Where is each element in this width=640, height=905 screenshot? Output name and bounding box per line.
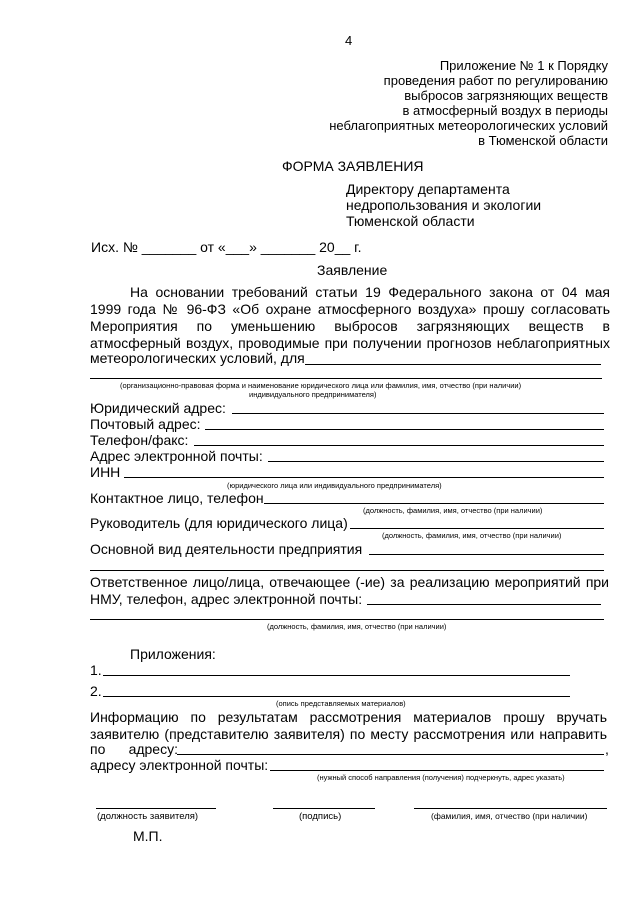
main-activity-field[interactable]: [90, 570, 604, 571]
email-label: Адрес электронной почты:: [90, 448, 263, 464]
head-label: Руководитель (для юридического лица): [90, 515, 348, 531]
outgoing-number: Исх. № _______ от «___» _______ 20__ г.: [91, 239, 362, 255]
hint-delivery: (нужный способ направления (получения) подчеркнуть, адрес указать): [317, 773, 565, 782]
hint-org: (организационно-правовая форма и наименование юридического лица или фамилия, имя, отчество (при наличии): [120, 381, 522, 390]
addressee: [346, 181, 541, 229]
hint-responsible: (должность, фамилия, имя, отчество (при наличии): [267, 622, 447, 631]
page-number: 4: [345, 33, 353, 48]
body-line: Мероприятия по уменьшению выбросов загрязняющих веществ в: [90, 318, 610, 334]
main-activity-label: Основной вид деятельности предприятия: [90, 541, 363, 557]
signature-name-field[interactable]: [414, 808, 607, 809]
contact-field[interactable]: [264, 503, 604, 504]
signature-position-field[interactable]: [96, 808, 216, 809]
responsible-field[interactable]: [90, 619, 604, 620]
responsible-line: Ответственное лицо/лица, отвечающее (-ие) за реализацию мероприятий при: [90, 574, 609, 590]
hint-inn: (юридического лица или индивидуального предпринимателя): [227, 481, 442, 490]
body-line: На основании требований статьи 19 Федерального закона от 04 мая: [130, 284, 610, 300]
inn-field[interactable]: [124, 477, 604, 478]
postal-address-label: Почтовый адрес:: [90, 416, 201, 432]
appendix-note: [329, 58, 608, 148]
appendix-line: проведения работ по регулированию: [383, 73, 608, 88]
delivery-line: заявителю (представителю заявителя) по месту рассмотрения или направить: [90, 726, 607, 742]
body-line: 1999 года № 96-ФЗ «Об охране атмосферного воздуха» прошу согласовать: [90, 301, 610, 317]
addressee-line: Тюменской области: [346, 213, 475, 229]
phone-fax-label: Телефон/факс:: [90, 432, 189, 448]
attachment-field[interactable]: [103, 696, 570, 697]
postal-address-field[interactable]: [205, 429, 604, 430]
body-line: атмосферный воздух, проводимые при получении прогнозов неблагоприятных: [90, 335, 610, 351]
addressee-line: недропользования и экологии: [346, 197, 542, 213]
address-field[interactable]: [177, 754, 604, 755]
attachment-field[interactable]: [103, 675, 570, 676]
appendix-line: Приложение № 1 к Порядку: [439, 58, 608, 73]
delivery-line: по адресу:: [90, 741, 178, 757]
appendix-line: в атмосферный воздух в периоды: [402, 103, 608, 118]
stamp-place: М.П.: [133, 828, 163, 844]
signature-sign-hint: (подпись): [299, 811, 342, 822]
hint-org: индивидуального предпринимателя): [249, 390, 377, 399]
legal-address-field[interactable]: [232, 413, 604, 414]
addressee-line: Директору департамента: [346, 181, 510, 197]
responsible-field[interactable]: [367, 604, 601, 605]
legal-address-label: Юридический адрес:: [90, 400, 226, 416]
phone-fax-field[interactable]: [194, 445, 604, 446]
head-field[interactable]: [350, 528, 604, 529]
appendix-line: выбросов загрязняющих веществ: [404, 88, 608, 103]
attachment-number: 1.: [90, 662, 102, 678]
email-field[interactable]: [268, 461, 604, 462]
body-line: метеорологических условий, для: [90, 350, 305, 366]
statement-title: Заявление: [317, 262, 388, 278]
hint-attachments: (опись представляемых материалов): [276, 699, 406, 708]
inn-label: ИНН: [90, 464, 121, 480]
attachment-number: 2.: [90, 683, 102, 699]
hint-head: (должность, фамилия, имя, отчество (при наличии): [382, 531, 562, 540]
contact-label: Контактное лицо, телефон: [90, 490, 264, 506]
delivery-comma: ,: [605, 741, 609, 757]
signature-position-hint: (должность заявителя): [97, 811, 199, 822]
delivery-line: адресу электронной почты:: [90, 757, 269, 773]
attachments-title: Приложения:: [130, 646, 216, 662]
appendix-line: в Тюменской области: [478, 133, 608, 148]
responsible-line: НМУ, телефон, адрес электронной почты:: [90, 591, 363, 607]
delivery-line: Информацию по результатам рассмотрения материалов прошу вручать: [90, 709, 607, 725]
email-delivery-field[interactable]: [270, 770, 604, 771]
form-title: ФОРМА ЗАЯВЛЕНИЯ: [282, 158, 424, 174]
signature-name-hint: (фамилия, имя, отчество (при наличии): [431, 811, 588, 821]
appendix-line: неблагоприятных метеорологических условий: [329, 118, 608, 133]
hint-contact: (должность, фамилия, имя, отчество (при наличии): [363, 506, 543, 515]
org-name-line[interactable]: [90, 378, 602, 379]
main-activity-field[interactable]: [369, 554, 604, 555]
signature-sign-field[interactable]: [273, 808, 375, 809]
org-name-line[interactable]: [305, 364, 601, 365]
